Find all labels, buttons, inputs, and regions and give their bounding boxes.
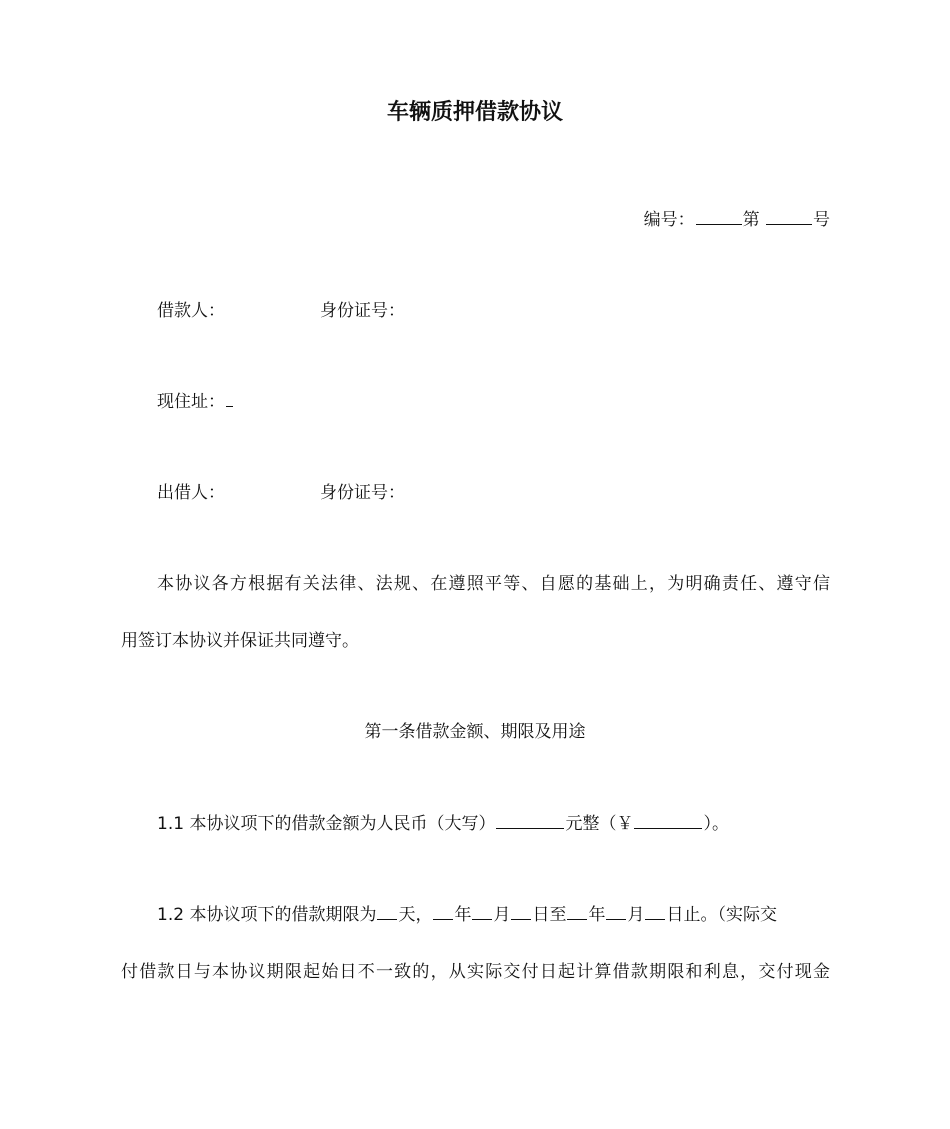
intro-paragraph-line-1 — [157, 570, 830, 598]
lender-id-line — [320, 479, 405, 507]
lender-id-label: 身份证号： — [320, 483, 405, 503]
start-year-blank — [433, 901, 453, 920]
section-1-heading-text: 第一条借款金额、期限及用途 — [364, 722, 586, 742]
clause-1-1-text-b: 元整（￥ — [565, 814, 634, 834]
clause-1-2-text-g: 月 — [627, 905, 645, 925]
start-day-blank — [511, 901, 531, 920]
clause-1-2-text-h: 日止。（实际交 — [666, 905, 777, 925]
clause-1-2-text-line2: 付借款日与本协议期限起始日不一致的，从实际交付日起计算借款期限和利息，交付现金 — [121, 962, 830, 982]
intro-text-1: 本协议各方根据有关法律、法规、在遵照平等、自愿的基础上，为明确责任、遵守信 — [157, 574, 830, 594]
clause-1-2-text-b: 天， — [398, 905, 433, 925]
clause-1-2-line-2 — [121, 958, 830, 986]
amount-number-blank — [634, 810, 702, 829]
number-end: 号 — [813, 210, 830, 230]
document-number-line — [644, 206, 830, 234]
section-1-heading — [0, 718, 950, 746]
number-blank-1 — [696, 206, 742, 225]
lender-line — [157, 479, 225, 507]
clause-1-1 — [157, 810, 729, 838]
clause-1-2-text-c: 年 — [454, 905, 472, 925]
number-label: 编号： — [643, 210, 695, 230]
address-label: 现住址： — [157, 392, 225, 412]
end-day-blank — [645, 901, 665, 920]
clause-1-1-text-c: ）。 — [703, 814, 729, 834]
clause-1-2-text-e: 日至 — [532, 905, 567, 925]
start-month-blank — [472, 901, 492, 920]
clause-1-2-text-d: 月 — [493, 905, 511, 925]
end-year-blank — [567, 901, 587, 920]
clause-1-2-line-1 — [157, 901, 777, 929]
borrower-id-line — [320, 297, 405, 325]
days-blank — [377, 901, 397, 920]
address-line — [157, 388, 234, 416]
end-month-blank — [606, 901, 626, 920]
clause-1-2-text-a: 1.2 本协议项下的借款期限为 — [157, 905, 377, 925]
borrower-label: 借款人： — [157, 301, 225, 321]
clause-1-2-text-f: 年 — [588, 905, 606, 925]
document-title: 车辆质押借款协议 — [386, 100, 563, 125]
clause-1-1-text-a: 1.1 本协议项下的借款金额为人民币（大写） — [157, 814, 496, 834]
number-mid: 第 — [742, 210, 760, 230]
intro-text-2: 用签订本协议并保证共同遵守。 — [121, 631, 359, 651]
address-blank — [226, 388, 233, 407]
borrower-id-label: 身份证号： — [320, 301, 405, 321]
lender-label: 出借人： — [157, 483, 225, 503]
amount-words-blank — [496, 810, 564, 829]
borrower-line — [157, 297, 225, 325]
intro-paragraph-line-2 — [121, 627, 359, 655]
number-blank-2 — [766, 206, 812, 225]
